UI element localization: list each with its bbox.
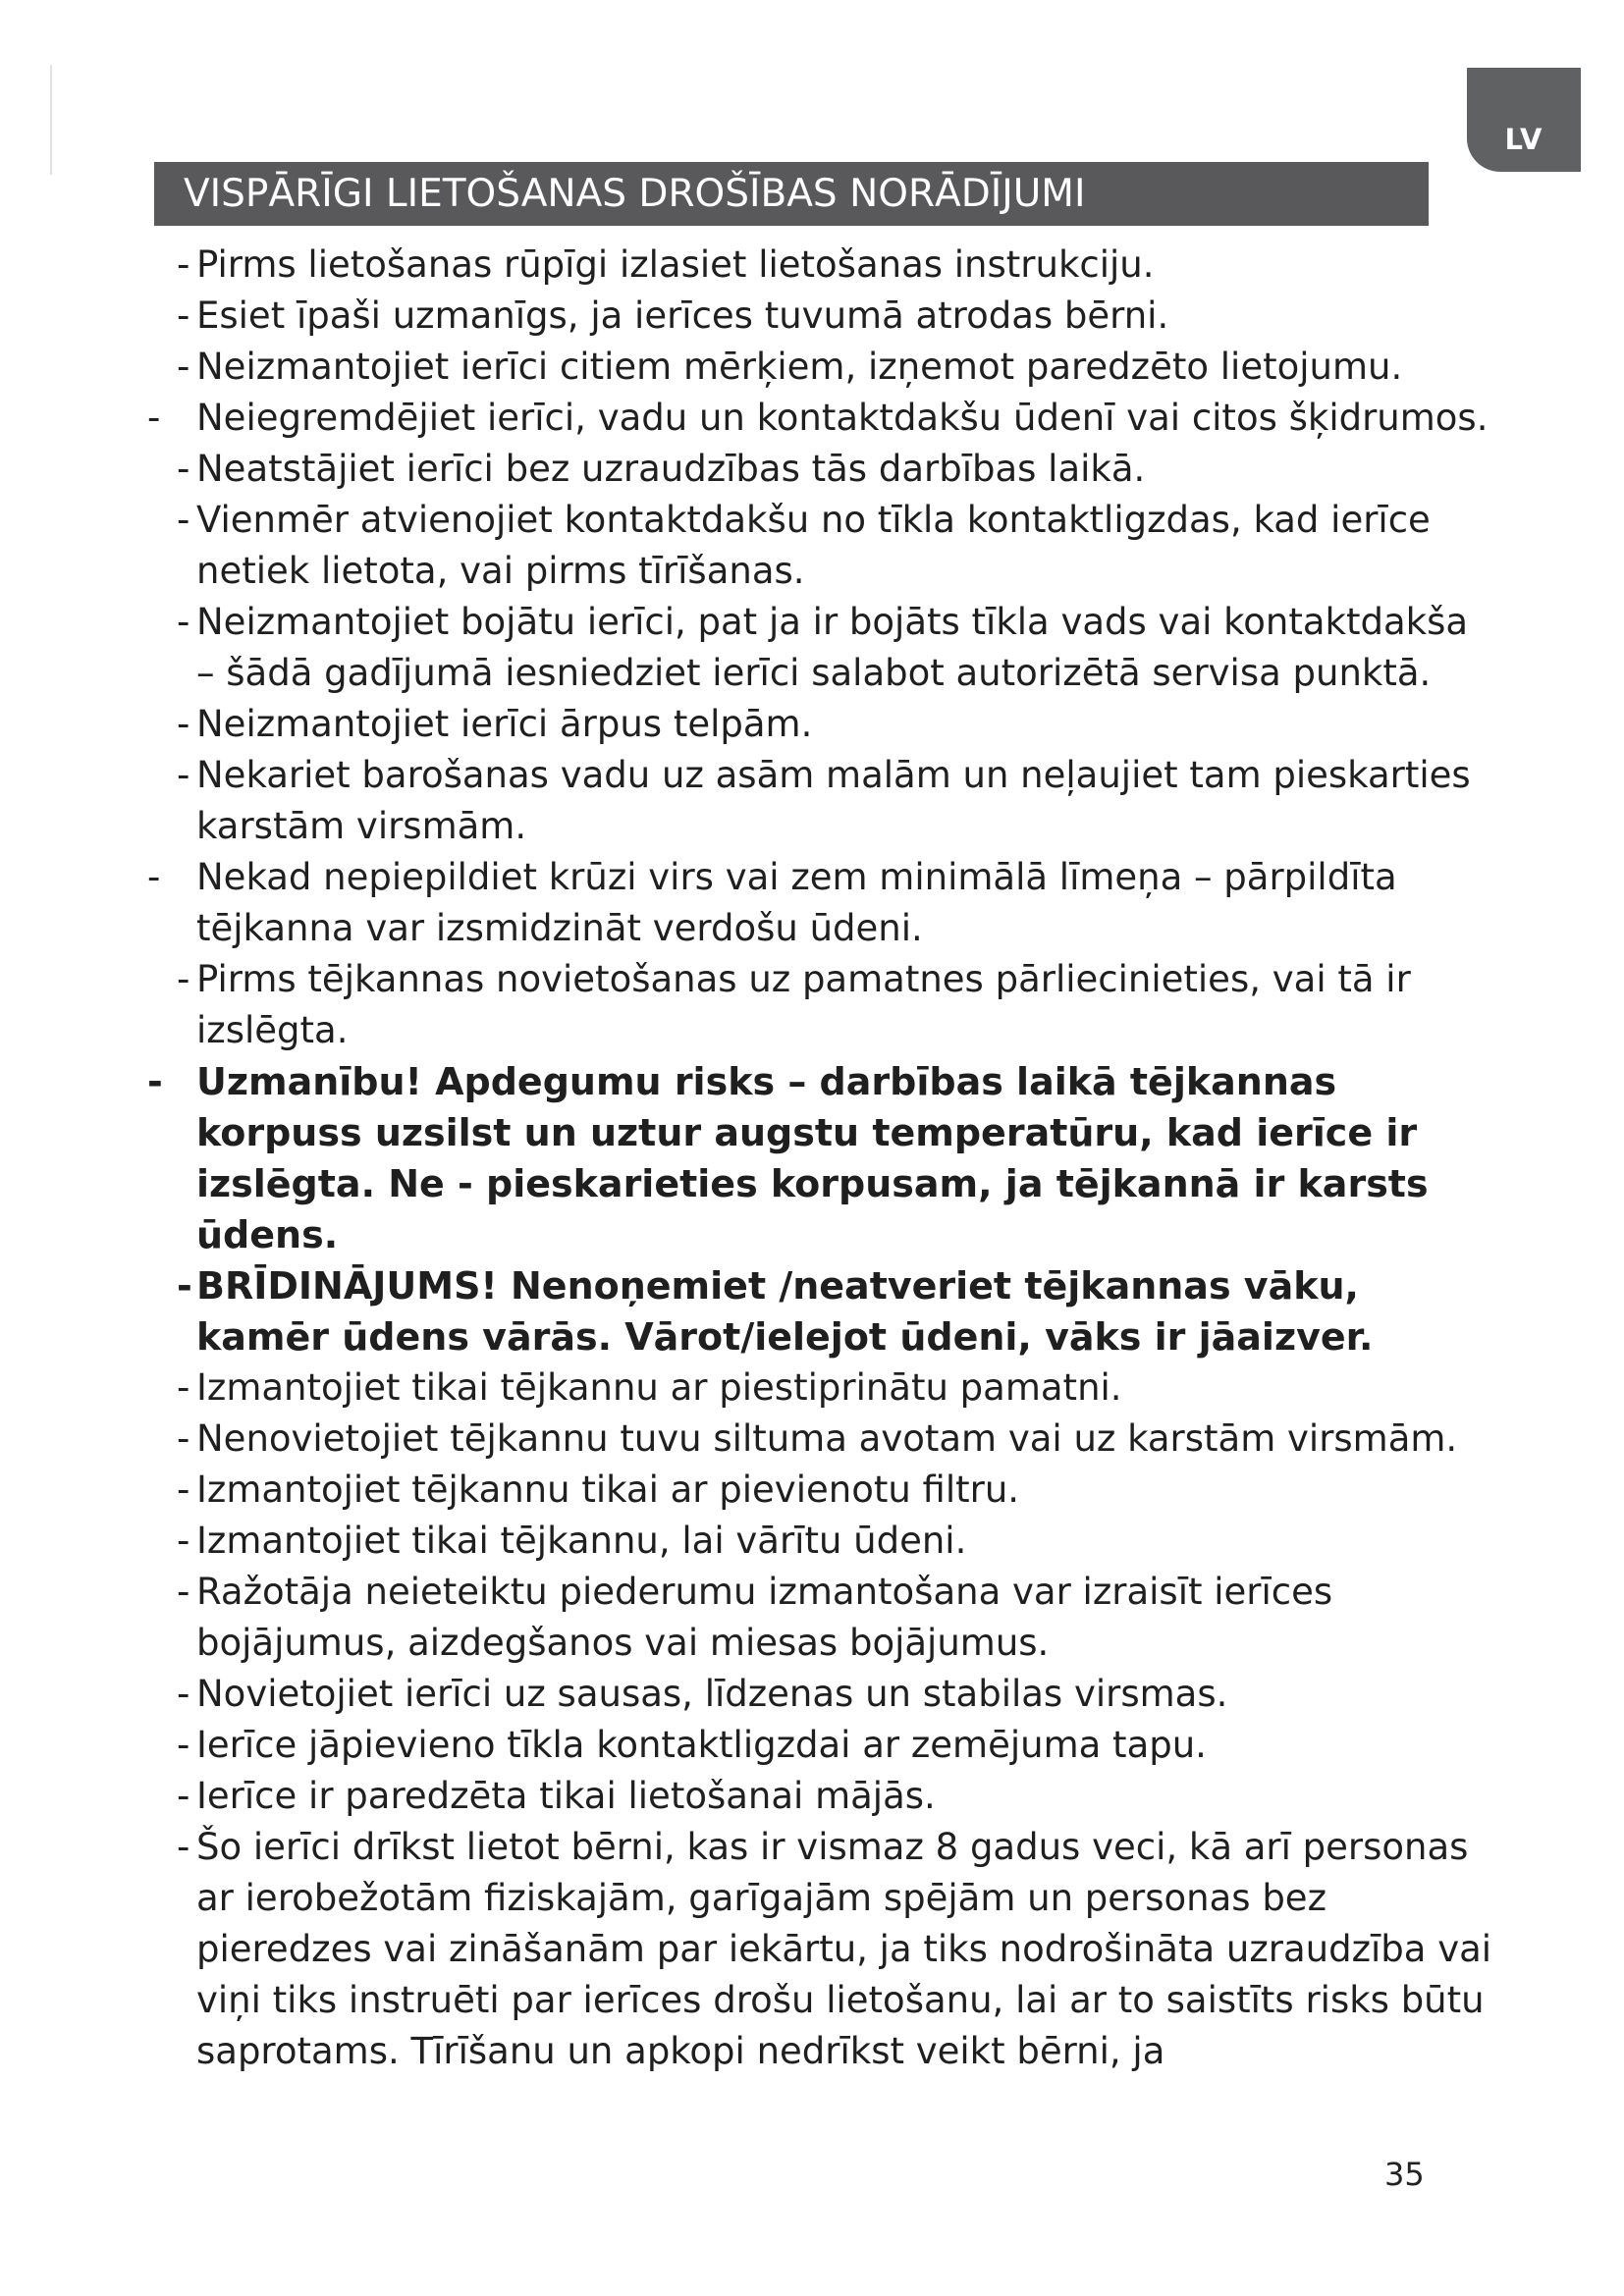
bullet-dash: -: [177, 499, 190, 541]
list-item: [137, 597, 1492, 699]
bullet-dash: -: [177, 1826, 190, 1868]
bullet-dash: -: [177, 243, 190, 286]
list-item: [137, 1822, 1492, 2077]
item-text: Neatstājiet ierīci bez uzraudzības tās darbības laikā.: [196, 448, 1146, 490]
page-number: 35: [1384, 2156, 1425, 2193]
list-item: [137, 1771, 1492, 1822]
item-text: Esiet īpaši uzmanīgs, ja ierīces tuvumā atrodas bērni.: [196, 294, 1169, 337]
safety-instructions-list: [137, 240, 1492, 2077]
bullet-dash: -: [177, 294, 190, 337]
list-item: [137, 444, 1492, 495]
bullet-dash: -: [177, 958, 190, 1000]
item-text: Šo ierīci drīkst lietot bērni, kas ir vismaz 8 gadus veci, kā arī personas ar ierobežotām fiziskajām, garīgajām spējām un personas bez pieredzes vai zināšanām par iekārtu, ja tiks nodrošināta uzraudzība vai viņi tiks instruēti par ierīces drošu lietošanu, lai ar to saistīts risks būtu saprotams. Tīrīšanu un apkopi nedrīkst veikt bērni, ja: [196, 1826, 1492, 2072]
list-item: [137, 699, 1492, 750]
item-text: Neizmantojiet ierīci citiem mērķiem, izņemot paredzēto lietojumu.: [196, 346, 1403, 388]
item-text: Novietojiet ierīci uz sausas, līdzenas un stabilas virsmas.: [196, 1673, 1228, 1715]
bullet-dash: -: [177, 1724, 190, 1766]
bullet-dash: -: [177, 346, 190, 388]
warning-item: [137, 1056, 1492, 1260]
language-tab: [1467, 68, 1581, 172]
bullet-dash: -: [177, 1520, 190, 1562]
item-text: Neizmantojiet bojātu ierīci, pat ja ir bojāts tīkla vads vai kontaktdakša – šādā gadījumā iesniedziet ierīci salabot autorizētā servisa punktā.: [196, 601, 1469, 694]
bullet-dash: -: [177, 1673, 190, 1715]
bullet-dash: -: [177, 1571, 190, 1613]
section-header: [154, 162, 1429, 226]
item-text: Izmantojiet tējkannu tikai ar pievienotu filtru.: [196, 1468, 1020, 1511]
item-text: Vienmēr atvienojiet kontaktdakšu no tīkla kontaktligzdas, kad ierīce netiek lietota, vai pirms tīrīšanas.: [196, 499, 1431, 592]
list-item: [137, 1465, 1492, 1516]
item-text: Izmantojiet tikai tējkannu, lai vārītu ūdeni.: [196, 1520, 967, 1562]
list-item: [137, 1516, 1492, 1567]
bullet-dash: -: [177, 1366, 190, 1409]
item-text: Neizmantojiet ierīci ārpus telpām.: [196, 703, 813, 745]
bullet-dash: -: [147, 1060, 163, 1103]
item-text: Pirms tējkannas novietošanas uz pamatnes pārliecinieties, vai tā ir izslēgta.: [196, 958, 1411, 1051]
item-text: Ierīce ir paredzēta tikai lietošanai mājās.: [196, 1775, 936, 1817]
language-tab-label: LV: [1504, 123, 1543, 156]
list-item: [137, 1669, 1492, 1720]
bullet-dash: -: [177, 1264, 192, 1308]
list-item: [137, 750, 1492, 852]
list-item: [137, 852, 1492, 954]
bullet-dash: -: [177, 703, 190, 745]
item-text: Ierīce jāpievieno tīkla kontaktligzdai ar zemējuma tapu.: [196, 1724, 1207, 1766]
bullet-dash: -: [147, 397, 161, 439]
bullet-dash: -: [177, 601, 190, 643]
bullet-dash: -: [177, 1468, 190, 1511]
bullet-dash: -: [177, 1775, 190, 1817]
list-item: [137, 954, 1492, 1056]
list-item: [137, 291, 1492, 342]
bullet-dash: -: [147, 856, 161, 898]
item-text: Nekariet barošanas vadu uz asām malām un neļaujiet tam pieskarties karstām virsmām.: [196, 754, 1471, 847]
margin-rule: [50, 65, 52, 175]
list-item: [137, 342, 1492, 393]
list-item: [137, 240, 1492, 291]
list-item: [137, 1720, 1492, 1771]
bullet-dash: -: [177, 1417, 190, 1460]
item-text: Nekad nepiepildiet krūzi virs vai zem minimālā līmeņa – pārpildīta tējkanna var izsmidzināt verdošu ūdeni.: [196, 856, 1397, 949]
list-item: [137, 495, 1492, 597]
list-item: [137, 1362, 1492, 1414]
item-text: Neiegremdējiet ierīci, vadu un kontaktdakšu ūdenī vai citos šķidrumos.: [196, 397, 1489, 439]
list-item: [137, 1567, 1492, 1669]
item-text: Nenovietojiet tējkannu tuvu siltuma avotam vai uz karstām virsmām.: [196, 1417, 1458, 1460]
item-text: Izmantojiet tikai tējkannu ar piestiprinātu pamatni.: [196, 1366, 1122, 1409]
warning-item: [137, 1260, 1492, 1362]
section-title: VISPĀRĪGI LIETOŠANAS DROŠĪBAS NORĀDĪJUMI: [184, 172, 1086, 216]
item-text: BRĪDINĀJUMS! Nenoņemiet /neatveriet tējkannas vāku, kamēr ūdens vārās. Vārot/ielejot ūdeni, vāks ir jāaizver.: [196, 1264, 1374, 1359]
item-text: Ražotāja neieteiktu piederumu izmantošana var izraisīt ierīces bojājumus, aizdegšanos vai miesas bojājumus.: [196, 1571, 1333, 1664]
item-text: Uzmanību! Apdegumu risks – darbības laikā tējkannas korpuss uzsilst un uztur augstu temperatūru, kad ierīce ir izslēgta. Ne - pieskarieties korpusam, ja tējkannā ir karsts ūdens.: [196, 1060, 1429, 1256]
list-item: [137, 1414, 1492, 1465]
item-text: Pirms lietošanas rūpīgi izlasiet lietošanas instrukciju.: [196, 243, 1155, 286]
bullet-dash: -: [177, 754, 190, 796]
bullet-dash: -: [177, 448, 190, 490]
list-item: [137, 393, 1492, 444]
